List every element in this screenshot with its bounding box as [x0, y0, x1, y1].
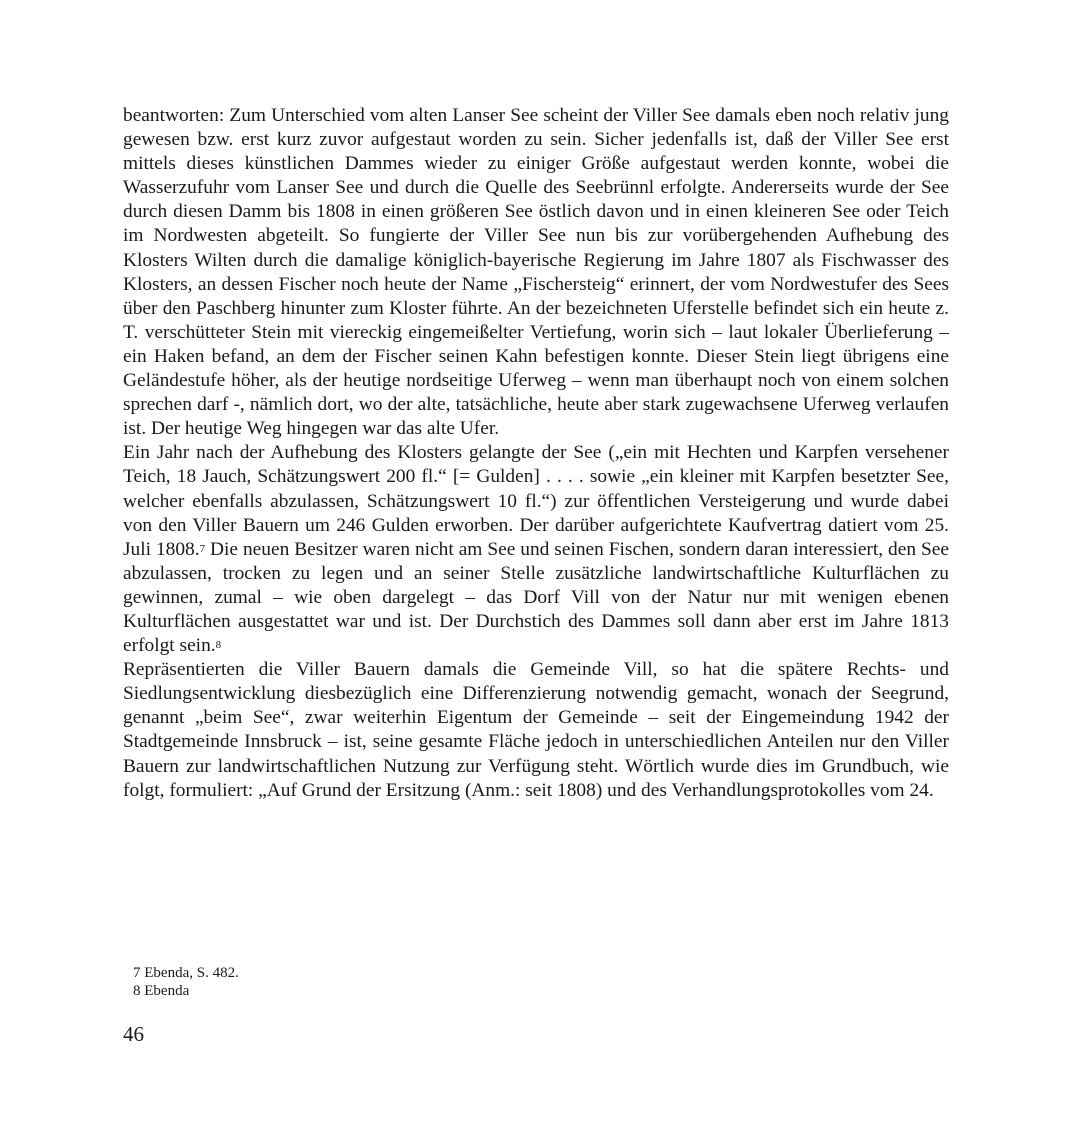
page-number: 46 [123, 1022, 144, 1046]
paragraph-2-part-1: Ein Jahr nach der Aufhebung des Klosters gelangte der See („ein mit Hechten und Karpfen versehener Teich, 18 Jauch, Schätzungswert 200 fl.“ [= Gulden] . . . . sowie „ein kleiner mit Karpfen besetzter See, welcher ebenfalls abzulassen, Schätzungswert 10 fl.“) zur öffentlichen Versteigerung und wurde dabei von den Viller Bauern um 246 Gulden erworben. Der darüber aufgerichtete Kaufvertrag datiert vom 25. Juli 1808. [123, 442, 949, 560]
paragraph-2 [123, 441, 949, 658]
footnote-7: 7 Ebenda, S. 482. [133, 965, 239, 981]
paragraph-2-part-2: Die neuen Besitzer waren nicht am See und seinen Fischen, sondern daran interessiert, den See abzulassen, trocken zu legen und an seiner Stelle zusätzliche landwirtschaftliche Kulturflächen zu gewinnen, zumal – wie oben dargelegt – das Dorf Vill von der Natur nur mit wenigen ebenen Kulturflächen ausgestattet war und ist. Der Durchstich des Dammes soll dann aber erst im Jahre 1813 erfolgt sein. [123, 538, 949, 657]
footnote-8: 8 Ebenda [133, 983, 190, 999]
paragraph-1: beantworten: Zum Unterschied vom alten Lanser See scheint der Viller See damals eben noch relativ jung gewesen bzw. erst kurz zuvor aufgestaut worden zu sein. Sicher jedenfalls ist, daß der Viller See erst mittels dieses künstlichen Dammes wieder zu einiger Größe aufgestaut werden konnte, wobei die Wasserzufuhr vom Lanser See und durch die Quelle des Seebrünnl erfolgte. Andererseits wurde der See durch diesen Damm bis 1808 in einen größeren See östlich davon und in einen kleineren See oder Teich im Nordwesten abgeteilt. So fungierte der Viller See nun bis zur vorübergehenden Aufhebung des Klosters Wilten durch die damalige königlich-bayerische Regierung im Jahre 1807 als Fischwasser des Klosters, an dessen Fischer noch heute der Name „Fischersteig“ erinnert, der vom Nordwestufer des Sees über den Paschberg hinunter zum Kloster führte. An der bezeichneten Uferstelle befindet sich ein heute z. T. verschütteter Stein mit viereckig eingemeißelter Vertiefung, worin sich – laut lokaler Überlieferung – ein Haken befand, an dem der Fischer seinen Kahn befestigen konnte. Dieser Stein liegt übrigens eine Geländestufe höher, als der heutige nordseitige Uferweg – wenn man überhaupt noch von einem solchen sprechen darf -, nämlich dort, wo der alte, tatsächliche, heute aber stark zugewachsene Uferweg verlaufen ist. Der heutige Weg hingegen war das alte Ufer. [123, 105, 949, 440]
footnote-ref-7: 7 [199, 542, 206, 555]
footnote-ref-8: 8 [215, 639, 222, 652]
body-text [123, 104, 949, 803]
footnotes [133, 964, 533, 1000]
paragraph-3: Repräsentierten die Viller Bauern damals die Gemeinde Vill, so hat die spätere Rechts- und Siedlungsentwicklung diesbezüglich eine Differenzierung notwendig gemacht, wonach der Seegrund, genannt „beim See“, zwar weiterhin Eigentum der Gemeinde – seit der Eingemeindung 1942 der Stadtgemeinde Innsbruck – ist, seine gesamte Fläche jedoch in unterschiedlichen Anteilen nur den Viller Bauern zur landwirtschaftlichen Nutzung zur Verfügung steht. Wörtlich wurde dies im Grundbuch, wie folgt, formuliert: „Auf Grund der Ersitzung (Anm.: seit 1808) und des Verhandlungsprotokolles vom 24. [123, 659, 949, 801]
